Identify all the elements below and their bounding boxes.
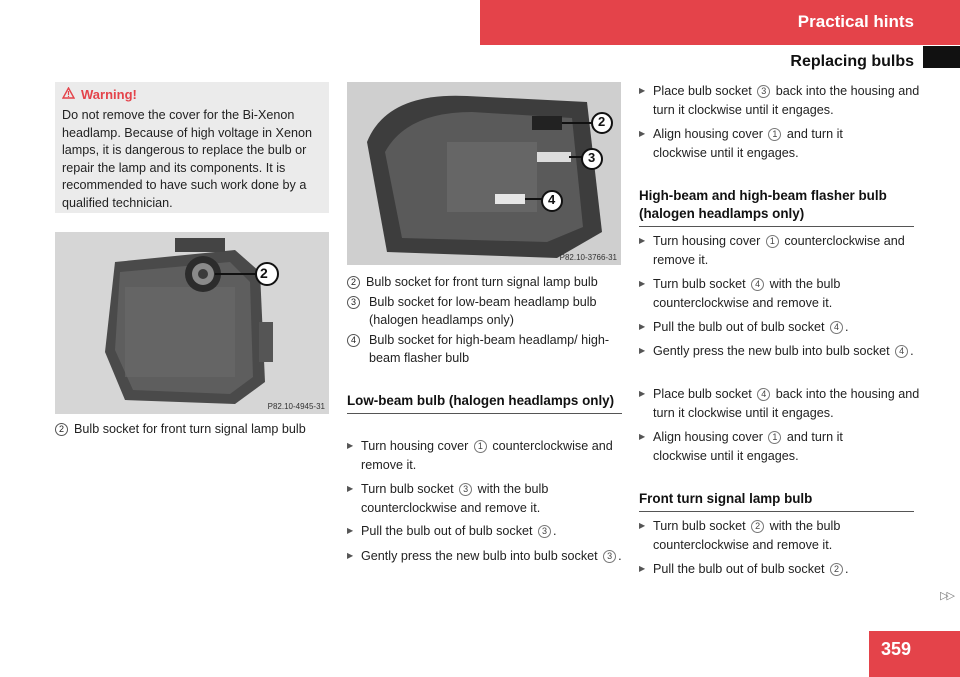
step-text: and turn it clockwise until it engages.: [653, 127, 843, 160]
step-text: Place bulb socket: [653, 387, 752, 401]
step-text: and turn it clockwise until it engages.: [653, 430, 843, 463]
legend-number-badge: 4: [347, 334, 360, 347]
figure1-code: P82.10-4945-31: [267, 402, 325, 411]
legend-number-badge: 2: [347, 276, 360, 289]
figure2-callout-3: 3: [588, 150, 596, 165]
step-item: [639, 232, 921, 269]
figure1-callout-2: 2: [260, 265, 268, 281]
step-number-badge: 2: [751, 520, 764, 533]
step-item: [639, 342, 928, 361]
step-number-badge: 3: [459, 483, 472, 496]
headlamp-sockets-photo: [347, 82, 621, 265]
step-item: [639, 82, 921, 119]
figure2-legend-item: [347, 273, 637, 291]
step-item: [639, 428, 893, 465]
page-number: 359: [881, 639, 912, 659]
step-item: [639, 125, 893, 162]
step-text: back into the housing and turn it clockwise until it engages.: [653, 387, 920, 420]
step-number-badge: 4: [757, 388, 770, 401]
step-number-badge: 1: [766, 235, 779, 248]
step-text: Turn housing cover: [653, 234, 761, 248]
section-header-bar: [480, 0, 960, 45]
figure1-caption: [55, 420, 345, 438]
step-text: counterclockwise and remove it.: [361, 439, 613, 472]
step-item: [347, 480, 623, 517]
step-text: .: [910, 344, 914, 358]
step-text: .: [553, 524, 557, 538]
step-item: [639, 517, 915, 554]
step-item: [347, 547, 631, 566]
step-text: Align housing cover: [653, 127, 763, 141]
step-text: Place bulb socket: [653, 84, 752, 98]
step-text: Align housing cover: [653, 430, 763, 444]
step-text: Turn housing cover: [361, 439, 469, 453]
warning-title-text: Warning!: [81, 87, 137, 102]
step-text: .: [845, 320, 849, 334]
figure2-callout-4: 4: [548, 192, 556, 207]
figure2-legend-item: [347, 331, 367, 349]
step-number-badge: 1: [768, 128, 781, 141]
legend-text: Bulb socket for front turn signal lamp bulb: [366, 275, 598, 289]
step-text: Gently press the new bulb into bulb socket: [653, 344, 890, 358]
figure2-legend-item: [347, 293, 367, 311]
step-text: back into the housing and turn it clockwise until it engages.: [653, 84, 920, 117]
step-number-badge: 1: [474, 440, 487, 453]
section-title: Practical hints: [797, 12, 914, 31]
step-number-badge: 4: [751, 278, 764, 291]
caption-number-badge: 2: [55, 423, 68, 436]
step-text: with the bulb counterclockwise and remove it.: [653, 277, 841, 310]
step-text: Turn bulb socket: [653, 519, 746, 533]
front-turn-heading: Front turn signal lamp bulb: [639, 490, 914, 512]
legend-text: Bulb socket for high-beam headlamp/ high-beam flasher bulb: [369, 333, 610, 365]
step-text: .: [618, 549, 622, 563]
subsection-title: Replacing bulbs: [790, 53, 914, 70]
figure2-code: P82.10-3766-31: [559, 253, 617, 262]
step-item: [639, 560, 921, 579]
step-number-badge: 2: [830, 563, 843, 576]
step-text: counterclockwise and remove it.: [653, 234, 905, 267]
headlamp-rear-photo: [55, 232, 329, 414]
warning-triangle-icon: [62, 87, 75, 102]
step-number-badge: 3: [603, 550, 616, 563]
step-item: [639, 318, 921, 337]
step-text: Pull the bulb out of bulb socket: [653, 320, 825, 334]
figure1-caption-text: Bulb socket for front turn signal lamp bulb: [74, 422, 306, 436]
step-number-badge: 4: [830, 321, 843, 334]
step-text: Turn bulb socket: [361, 482, 454, 496]
step-text: Gently press the new bulb into bulb socket: [361, 549, 598, 563]
legend-number-badge: 3: [347, 296, 360, 309]
step-text: .: [845, 562, 849, 576]
step-text: Turn bulb socket: [653, 277, 746, 291]
page-number-tab: [869, 631, 960, 677]
warning-title: [62, 87, 137, 102]
continue-arrow-icon: ▷▷: [940, 590, 953, 602]
step-number-badge: 1: [768, 431, 781, 444]
step-number-badge: 3: [757, 85, 770, 98]
step-item: [347, 522, 623, 541]
figure2-callout-2: 2: [598, 114, 606, 129]
step-item: [347, 437, 623, 474]
step-text: Pull the bulb out of bulb socket: [361, 524, 533, 538]
high-beam-heading: High-beam and high-beam flasher bulb (halogen headlamps only): [639, 187, 914, 227]
legend-text: Bulb socket for low-beam headlamp bulb (halogen headlamps only): [369, 295, 597, 327]
step-item: [639, 275, 915, 312]
step-item: [639, 385, 928, 422]
step-number-badge: 3: [538, 525, 551, 538]
header-marker: [923, 46, 960, 68]
step-text: with the bulb counterclockwise and remove it.: [653, 519, 841, 552]
low-beam-heading: Low-beam bulb (halogen headlamps only): [347, 392, 622, 414]
step-text: Pull the bulb out of bulb socket: [653, 562, 825, 576]
warning-box: [55, 82, 329, 213]
step-number-badge: 4: [895, 345, 908, 358]
warning-text: Do not remove the cover for the Bi-Xenon headlamp. Because of high voltage in Xenon lamps, it is dangerous to replace the bulb or repair the lamp and its components. It is recommended to have such work done by a qualified technician.: [62, 108, 312, 210]
step-text: with the bulb counterclockwise and remove it.: [361, 482, 549, 515]
